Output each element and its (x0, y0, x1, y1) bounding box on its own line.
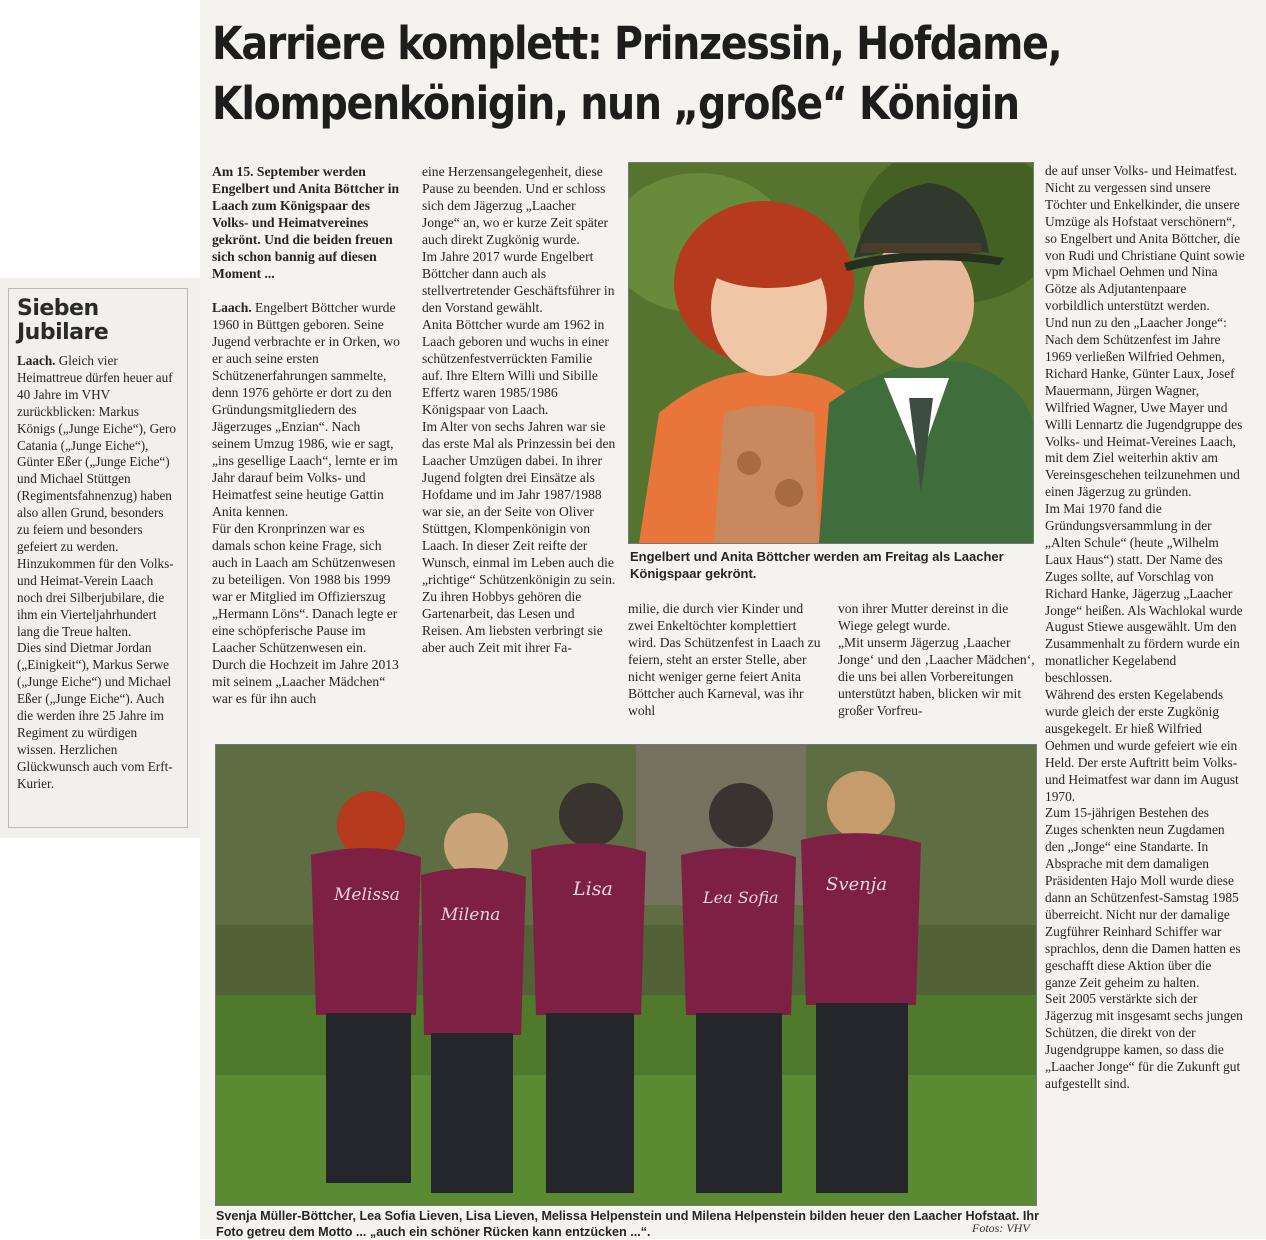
article-paragraph: milie, die durch vier Kinder und zwei Enkeltöchter komplettiert wird. Das Schützenfest in Laach zu feiern, steht an erster Stelle, aber nicht weniger gerne feiert Anita Böttcher auch Karneval, was ihr wohl (628, 601, 821, 718)
article-headline (212, 14, 1127, 134)
article-paragraph: Laach. Engelbert Böttcher wurde 1960 in Büttgen geboren. Seine Jugend verbrachte er in Orken, wo er auch seine ersten Schützenerfahrungen sammelte, denn 1976 gehörte er dort zu den Gründungsmitgliedern des Jägerzuges „Enzian“. Nach seinem Umzug 1986, wie er sagt, „ins gesellige Laach“, lernte er im Jahr darauf beim Volks- und Heimatfest seine heutige Gattin Anita kennen. (212, 300, 400, 519)
article-dateline: Laach. (212, 300, 252, 315)
couple-photo-caption: Engelbert und Anita Böttcher werden am Freitag als Laacher Königspaar gekrönt. (630, 549, 1004, 581)
headline-line-2: Klompenkönigin, nun „große“ Königin (212, 77, 1019, 130)
article-paragraph: Und nun zu den „Laacher Jonge“: Nach dem Schützenfest im Jahre 1969 verließen Wilfried Oehmen, Richard Hanke, Günter Laux, Josef Mauermann, Jürgen Wagner, Wilfried Wagner, Uwe Mayer und Willi Lennartz die Jugendgruppe des Volks- und Heimat-Vereines Laach, mit dem Ziel weiterhin aktiv am Vereinsgeschehen teilzunehmen und einen Jägerzug zu gründen. (1045, 315, 1243, 500)
article-paragraph: Zum 15-jährigen Bestehen des Zuges schenkten neun Zugdamen den „Jonge“ eine Standarte. In Absprache mit dem damaligen Präsidenten Hajo Moll wurde diese dann an Schützenfest-Samstag 1985 überreicht. Nicht nur der damalige Zugführer Reinhard Schiffer war sprachlos, denn die Damen hatten es geschafft diese Aktion über die ganze Zeit geheim zu halten. (1045, 805, 1241, 990)
article-column-3 (628, 600, 824, 719)
group-photo-illustration (216, 745, 1036, 1205)
sidebar-dateline: Laach. (17, 353, 56, 368)
article-paragraph: Zu ihren Hobbys gehören die Gartenarbeit, das Lesen und Reisen. Am liebsten verbringt sie aber auch Zeit mit ihrer Fa- (422, 589, 603, 655)
shirt-name-lea-sofia: Lea Sofia (703, 888, 779, 907)
headline-line-1: Karriere komplett: Prinzessin, Hofdame, (212, 17, 1062, 70)
sidebar-paragraph: Laach. Gleich vier Heimattreue dürfen heuer auf 40 Jahre im VHV zurückblicken: Markus Königs („Junge Eiche“), Gero Catania („Junge Eiche“), Günter Eßer („Junge Eiche“) und Michael Stüttgen (Regimentsfahnenzug) haben also allen Grund, besonders zu feiern und besonders gefeiert zu werden. (17, 353, 176, 554)
article-paragraph: Durch die Hochzeit im Jahre 2013 mit seinem „Laacher Mädchen“ war es für ihn auch (212, 657, 399, 706)
article-paragraph: Während des ersten Kegelabends wurde gleich der erste Zugkönig ausgekegelt. Er hieß Wilfried Oehmen und wurde gefeiert wie ein Held. Der erste Auftritt beim Volks- und Heimatfest war dann im August 1970. (1045, 687, 1239, 804)
article-paragraph: Anita Böttcher wurde am 1962 in Laach geboren und wuchs in einer schützenfestverrückten Familie auf. Ihre Eltern Willi und Sibille Effertz waren 1985/1986 Königspaar von Laach. (422, 317, 609, 417)
article-paragraph: Im Mai 1970 fand die Gründungsversammlung in der „Alten Schule“ (heute „Wilhelm Laux Haus“) statt. Der Name des Zuges sollte, auf Vorschlag von Richard Hanke, Jägerzug „Laacher Jonge“ heißen. Als Wachlokal wurde August Stiewe ausgewählt. Um den Zusammenhalt zu fördern wurde ein monatlicher Kegelabend beschlossen. (1045, 501, 1243, 686)
couple-photo (628, 162, 1034, 544)
article-column-2 (422, 163, 616, 656)
sidebar-title: Sieben Jubilare (17, 296, 109, 345)
article-paragraph: Im Jahre 2017 wurde Engelbert Böttcher dann auch als stellvertretender Geschäftsführer in den Vorstand gewählt. (422, 249, 615, 315)
sidebar-paragraph: Dies sind Dietmar Jordan („Einigkeit“), Markus Serwe („Junge Eiche“) und Michael Eßer („Junge Eiche“). Auch die werden ihre 25 Jahre im Regiment zu würdigen wissen. Herzlichen Glückwunsch auch vom Erft-Kurier. (17, 640, 173, 791)
group-photo-caption: Svenja Müller-Böttcher, Lea Sofia Lieven, Lisa Lieven, Melissa Helpenstein und Milena Helpenstein bilden heuer den Laacher Hofstaat. Ihr Foto getreu dem Motto ... „auch ein schöner Rücken kann entzücken ...“. (216, 1209, 1040, 1239)
article-paragraph: de auf unser Volks- und Heimatfest. Nicht zu vergessen sind unsere Töchter und Enkelkinder, die unsere Umzüge als Hofstaat verschönern“, so Engelbert und Anita Böttcher, die von Rudi und Christiane Quint sowie vpm Michael Oehmen und Nina Götze als Adjutantenpaare vorbildlich unterstützt werden. (1045, 163, 1245, 314)
shirt-name-milena: Milena (441, 905, 501, 925)
article-paragraph: Im Alter von sechs Jahren war sie das erste Mal als Prinzessin bei den Laacher Umzügen dabei. In ihrer Jugend folgten drei Einsätze als Hofdame und im Jahr 1987/1988 war sie, an der Seite von Oliver Stüttgen, Klompenkönigin von Laach. In dieser Zeit reifte der Wunsch, einmal im Leben auch die „richtige“ Schützenkönigin zu sein. (422, 419, 616, 587)
article-paragraph: Seit 2005 verstärkte sich der Jägerzug mit insgesamt sechs jungen Schützen, die direkt von der Jugendgruppe kamen, so dass die „Laacher Jonge“ für die Zukunft gut aufgestellt sind. (1045, 991, 1243, 1091)
article-paragraph: eine Herzensangelegenheit, diese Pause zu beenden. Und er schloss sich dem Jägerzug „Laacher Jonge“ an, wo er kurze Zeit später auch direkt Zugkönig wurde. (422, 164, 609, 247)
article-paragraph: „Mit unserm Jägerzug ‚Laacher Jonge‘ und den ‚Laacher Mädchen‘, die uns bei allen Vorbereitungen unterstützt haben, blicken wir mit großer Vorfreu- (838, 635, 1035, 718)
article-paragraph: von ihrer Mutter dereinst in die Wiege gelegt wurde. (838, 601, 1009, 633)
photo-credit: Fotos: VHV (972, 1221, 1030, 1235)
group-photo (215, 744, 1037, 1206)
article-paragraph: Für den Kronprinzen war es damals schon keine Frage, sich auch in Laach am Schützenwesen zu beteiligen. Von 1988 bis 1999 war er Mitglied im Offizierszug „Hermann Löns“. Danach legte er eine schöpferische Pause im Laacher Schützenwesen ein. (212, 521, 398, 655)
article-column-4 (838, 600, 1036, 719)
shirt-name-lisa: Lisa (573, 878, 613, 900)
sidebar-paragraph: Hinzukommen für den Volks- und Heimat-Verein Laach noch drei Silberjubilare, die ihm ein Vierteljahrhundert lang die Treue halten. (17, 555, 174, 639)
couple-photo-illustration (629, 163, 1033, 543)
sidebar-box-jubilare (8, 288, 188, 828)
sidebar-text (17, 353, 179, 793)
shirt-name-melissa: Melissa (334, 885, 400, 905)
article-lead: Am 15. September werden Engelbert und Anita Böttcher in Laach zum Königspaar des Volks- und Heimatvereines gekrönt. Und die beiden freuen sich schon bannig auf diesen Moment ... (212, 164, 400, 281)
shirt-name-svenja: Svenja (826, 874, 888, 895)
article-column-1 (212, 163, 402, 707)
article-column-5 (1045, 163, 1245, 1093)
